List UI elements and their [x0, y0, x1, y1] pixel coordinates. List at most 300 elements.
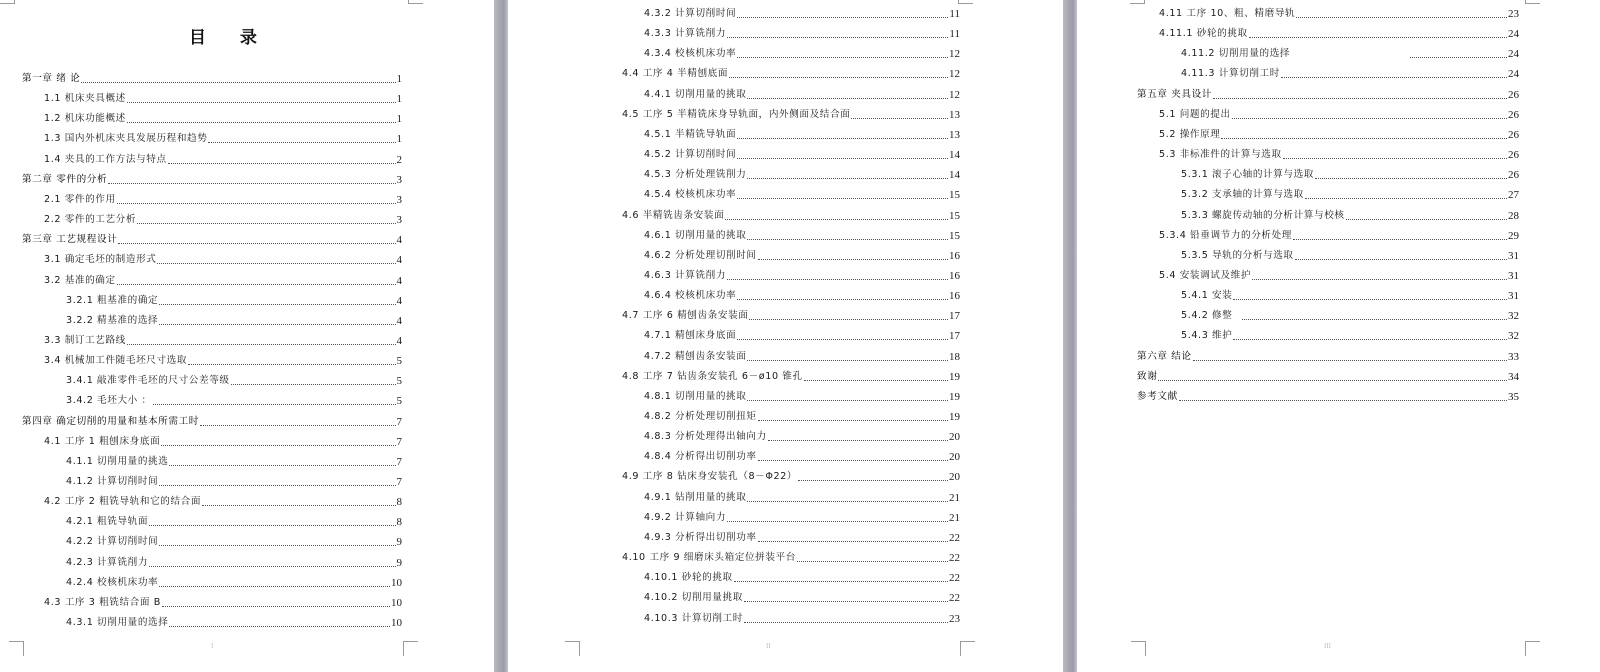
crop-mark-bottom-right	[960, 641, 975, 656]
toc-entry-label: 第二章 零件的分析	[22, 173, 108, 185]
toc-entry-page-number: 22	[949, 592, 960, 605]
toc-entry-label: 3.4.2 毛坯大小 ：	[66, 395, 152, 407]
toc-entry[interactable]	[644, 248, 960, 264]
toc-entry-label: 4.3.4 校核机床功率	[644, 48, 737, 60]
toc-leader-dots	[744, 601, 948, 602]
toc-leader-dots	[202, 505, 395, 506]
toc-entry[interactable]	[44, 595, 402, 611]
toc-entry[interactable]	[622, 66, 960, 82]
toc-entry[interactable]	[44, 91, 402, 107]
toc-entry-page-number: 12	[949, 48, 960, 61]
toc-leader-dots	[1410, 57, 1507, 58]
toc-leader-dots	[749, 319, 948, 320]
toc-leader-dots	[1305, 198, 1507, 199]
toc-leader-dots	[1232, 118, 1507, 119]
crop-mark-bottom-left	[1131, 641, 1146, 656]
toc-entry-label: 2.1 零件的作用	[44, 193, 116, 205]
toc-entry-label: 3.2.1 粗基准的确定	[66, 294, 159, 306]
toc-entry-label: 3.2.2 精基准的选择	[66, 314, 159, 326]
toc-entry[interactable]	[644, 611, 960, 627]
toc-entry-page-number: 1	[396, 113, 402, 126]
toc-entry-page-number: 26	[1508, 88, 1519, 101]
toc-leader-dots	[1315, 178, 1507, 179]
toc-entry-page-number: 19	[949, 390, 960, 403]
toc-entry[interactable]	[644, 147, 960, 163]
toc-entry[interactable]	[66, 534, 402, 550]
toc-entry-label: 4.1 工序 1 粗刨床身底面	[44, 435, 161, 447]
toc-entry-label: 4.11 工序 10、粗、精磨导轨	[1159, 8, 1296, 19]
toc-entry-page-number: 21	[949, 491, 960, 504]
page-1	[0, 0, 494, 672]
toc-entry[interactable]	[644, 449, 960, 465]
toc-entry-label: 1.3 国内外机床夹具发展历程和趋势	[44, 133, 208, 145]
toc-entry-label: 4.6 半精铣齿条安装面	[622, 209, 725, 221]
toc-entry-label: 4.8.1 切削用量的挑取	[644, 390, 747, 402]
toc-entry-label: 第一章 绪 论	[22, 73, 81, 84]
toc-leader-dots	[747, 400, 948, 401]
toc-leader-dots	[1293, 239, 1507, 240]
toc-leader-dots	[149, 566, 395, 567]
toc-entry-page-number: 4	[396, 294, 402, 307]
toc-title: 目 录	[189, 28, 271, 48]
toc-leader-dots	[758, 460, 948, 461]
toc-entry-page-number: 27	[1508, 189, 1519, 202]
toc-entry[interactable]	[622, 208, 960, 224]
toc-entry-label: 4.10.3 计算切削工时	[644, 612, 743, 624]
page-footer-number: III	[1324, 642, 1331, 650]
toc-leader-dots	[208, 142, 395, 143]
toc-entry-label: 4.9.3 分析得出切削功率	[644, 531, 757, 543]
toc-leader-dots	[737, 138, 948, 139]
toc-entry[interactable]	[66, 615, 402, 631]
toc-entry-page-number: 11	[949, 28, 960, 41]
toc-entry[interactable]	[44, 494, 402, 510]
toc-entry-label: 4.5.2 计算切削时间	[644, 149, 737, 161]
toc-entry-page-number: 26	[1508, 128, 1519, 141]
toc-entry-page-number: 24	[1508, 48, 1519, 61]
toc-entry-label: 4.8.3 分析处理得出轴向力	[644, 431, 767, 443]
toc-entry-label: 4.2 工序 2 粗铣导轨和它的结合面	[44, 496, 202, 508]
crop-mark-top-left	[0, 0, 15, 4]
toc-leader-dots	[737, 158, 948, 159]
toc-leader-dots	[1283, 158, 1507, 159]
toc-entry-label: 致谢	[1137, 370, 1158, 382]
toc-leader-dots	[159, 586, 390, 587]
toc-entry-label: 5.3.2 支承轴的计算与选取	[1181, 189, 1304, 201]
toc-leader-dots	[797, 561, 948, 562]
toc-entry[interactable]	[66, 575, 402, 591]
toc-leader-dots	[737, 57, 948, 58]
toc-entry[interactable]	[1181, 187, 1519, 203]
toc-entry-label: 3.3 制订工艺路线	[44, 334, 126, 346]
toc-entry-label: 4.5.4 校核机床功率	[644, 189, 737, 201]
toc-entry[interactable]	[22, 71, 402, 87]
toc-entry[interactable]	[644, 490, 960, 506]
toc-leader-dots	[1281, 77, 1507, 78]
toc-entry[interactable]	[644, 26, 960, 42]
toc-entry-label: 4.7.1 精刨床身底面	[644, 330, 737, 342]
toc-entry[interactable]	[1137, 349, 1519, 365]
toc-entry-page-number: 23	[949, 612, 960, 625]
toc-entry[interactable]	[22, 172, 402, 188]
toc-entry-page-number: 26	[1508, 108, 1519, 121]
toc-entry-label: 4.1.2 计算切削时间	[66, 476, 159, 487]
toc-leader-dots	[127, 344, 396, 345]
toc-leader-dots	[188, 364, 395, 365]
toc-entry-page-number: 12	[949, 88, 960, 101]
toc-leader-dots	[127, 102, 396, 103]
page-3	[1077, 0, 1600, 672]
toc-entry[interactable]	[44, 111, 402, 127]
toc-leader-dots	[117, 203, 396, 204]
page-separator	[1063, 0, 1077, 672]
toc-entry-page-number: 24	[1508, 28, 1519, 41]
toc-entry-page-number: 33	[1508, 350, 1519, 363]
toc-leader-dots	[159, 304, 395, 305]
toc-leader-dots	[747, 360, 948, 361]
toc-entry[interactable]	[1137, 369, 1519, 385]
toc-leader-dots	[747, 239, 948, 240]
toc-entry-page-number: 11	[949, 8, 960, 20]
toc-entry[interactable]	[644, 187, 960, 203]
toc-entry[interactable]	[44, 131, 402, 147]
toc-entry-label: 4.6.2 分析处理切削时间	[644, 249, 757, 261]
toc-entry-label: 3.4.1 敲准零件毛坯的尺寸公差等级	[66, 375, 230, 387]
toc-entry-page-number: 17	[949, 310, 960, 323]
crop-mark-bottom-left	[9, 641, 24, 656]
toc-entry-page-number: 10	[391, 576, 402, 589]
toc-entry[interactable]	[644, 570, 960, 586]
toc-entry-label: 5.2 操作原理	[1159, 128, 1221, 140]
toc-entry-label: 4.3.3 计算铣削力	[644, 28, 727, 40]
crop-mark-bottom-right	[1525, 641, 1540, 656]
toc-entry[interactable]	[644, 328, 960, 344]
toc-entry-label: 5.4.2 修整	[1181, 310, 1233, 322]
toc-leader-dots	[1233, 339, 1507, 340]
toc-entry[interactable]	[66, 393, 402, 409]
toc-entry-page-number: 23	[1508, 8, 1519, 20]
toc-entry[interactable]	[622, 107, 960, 123]
toc-entry-page-number: 22	[949, 572, 960, 585]
toc-entry[interactable]	[644, 268, 960, 284]
toc-entry-label: 4.11.3 计算切削工时	[1181, 68, 1280, 80]
toc-leader-dots	[727, 279, 948, 280]
toc-entry[interactable]	[1159, 147, 1519, 163]
toc-entry[interactable]	[1159, 127, 1519, 143]
toc-entry-page-number: 28	[1508, 209, 1519, 222]
crop-mark-bottom-left	[565, 641, 580, 656]
toc-entry-page-number: 15	[949, 189, 960, 202]
toc-entry-label: 4.10.1 砂轮的挑取	[644, 572, 733, 584]
toc-entry-page-number: 10	[391, 617, 402, 630]
toc-entry[interactable]	[644, 87, 960, 103]
toc-leader-dots	[118, 243, 395, 244]
toc-leader-dots	[1242, 319, 1507, 320]
toc-entry-page-number: 3	[396, 173, 402, 186]
toc-entry-label: 4.9.2 计算轴向力	[644, 511, 727, 523]
toc-entry-page-number: 5	[396, 395, 402, 408]
toc-leader-dots	[1295, 259, 1507, 260]
toc-entry[interactable]	[22, 414, 402, 430]
toc-entry[interactable]	[1159, 6, 1519, 22]
toc-entry[interactable]	[44, 252, 402, 268]
toc-entry[interactable]	[1159, 268, 1519, 284]
toc-entry-label: 4.9.1 钻削用量的挑取	[644, 491, 747, 503]
toc-leader-dots	[169, 465, 395, 466]
toc-entry[interactable]	[644, 6, 960, 22]
toc-leader-dots	[1193, 360, 1507, 361]
toc-leader-dots	[737, 17, 948, 18]
toc-entry-page-number: 7	[396, 435, 402, 448]
toc-entry-page-number: 29	[1508, 229, 1519, 242]
toc-entry[interactable]	[622, 308, 960, 324]
page-footer-number: II	[766, 642, 771, 650]
toc-entry-page-number: 9	[396, 536, 402, 549]
toc-entry-page-number: 4	[396, 254, 402, 267]
toc-entry-label: 4.4.1 切削用量的挑取	[644, 88, 747, 100]
toc-entry[interactable]	[1181, 46, 1519, 62]
toc-entry-page-number: 17	[949, 330, 960, 343]
toc-entry-label: 4.3.1 切削用量的选择	[66, 617, 169, 629]
toc-leader-dots	[149, 525, 395, 526]
toc-leader-dots	[157, 263, 395, 264]
toc-entry-page-number: 19	[949, 370, 960, 383]
toc-entry-label: 3.4 机械加工件随毛坯尺寸选取	[44, 355, 188, 367]
toc-entry[interactable]	[44, 212, 402, 228]
toc-entry-page-number: 4	[396, 334, 402, 347]
toc-entry[interactable]	[644, 288, 960, 304]
toc-entry[interactable]	[622, 369, 960, 385]
toc-entry-page-number: 1	[396, 133, 402, 146]
toc-entry-page-number: 35	[1508, 390, 1519, 403]
toc-leader-dots	[758, 259, 948, 260]
toc-leader-dots	[1296, 17, 1507, 18]
toc-entry-label: 5.1 问题的提出	[1159, 108, 1231, 120]
toc-leader-dots	[81, 82, 395, 83]
toc-leader-dots	[1346, 219, 1507, 220]
toc-entry-page-number: 16	[949, 269, 960, 282]
toc-entry-label: 4.8 工序 7 钻齿条安装孔 6－ø10 锥孔	[622, 370, 803, 382]
toc-entry[interactable]	[44, 192, 402, 208]
toc-entry-label: 4.7 工序 6 精刨齿条安装面	[622, 310, 749, 322]
toc-entry[interactable]	[1159, 26, 1519, 42]
toc-entry-page-number: 24	[1508, 68, 1519, 81]
toc-entry-label: 4.1.1 切削用量的挑选	[66, 455, 169, 467]
toc-entry-page-number: 31	[1508, 290, 1519, 303]
toc-entry-page-number: 32	[1508, 330, 1519, 343]
crop-mark-bottom-right	[403, 641, 418, 656]
toc-leader-dots	[117, 284, 396, 285]
toc-leader-dots	[727, 521, 948, 522]
toc-entry[interactable]	[1137, 87, 1519, 103]
toc-leader-dots	[127, 122, 396, 123]
toc-entry[interactable]	[1181, 328, 1519, 344]
toc-entry-page-number: 15	[949, 209, 960, 222]
toc-leader-dots	[747, 501, 948, 502]
toc-entry-page-number: 3	[396, 214, 402, 227]
toc-entry[interactable]	[622, 469, 960, 485]
toc-entry[interactable]	[644, 127, 960, 143]
toc-entry-page-number: 2	[396, 153, 402, 166]
toc-entry[interactable]	[644, 167, 960, 183]
toc-entry-page-number: 20	[949, 431, 960, 444]
toc-entry-page-number: 26	[1508, 169, 1519, 182]
toc-entry[interactable]	[44, 353, 402, 369]
toc-entry-page-number: 8	[396, 496, 402, 509]
toc-entry-label: 5.3.1 滚子心轴的计算与选取	[1181, 169, 1314, 181]
toc-leader-dots	[725, 219, 948, 220]
toc-entry-page-number: 1	[396, 73, 402, 85]
toc-entry-page-number: 20	[949, 471, 960, 484]
page-separator	[494, 0, 508, 672]
toc-leader-dots	[758, 541, 948, 542]
toc-entry[interactable]	[44, 273, 402, 289]
toc-entry-page-number: 7	[396, 415, 402, 428]
toc-entry-page-number: 4	[396, 274, 402, 287]
toc-entry[interactable]	[1181, 248, 1519, 264]
toc-entry-page-number: 14	[949, 169, 960, 182]
toc-entry-label: 第五章 夹具设计	[1137, 88, 1213, 100]
toc-leader-dots	[851, 118, 948, 119]
toc-leader-dots	[108, 183, 395, 184]
toc-entry-label: 1.4 夹具的工作方法与特点	[44, 153, 167, 165]
toc-entry-label: 5.4.1 安装	[1181, 290, 1233, 302]
toc-entry-label: 2.2 零件的工艺分析	[44, 214, 137, 226]
toc-leader-dots	[758, 420, 948, 421]
toc-entry-label: 4.5.3 分析处理铣削力	[644, 169, 747, 181]
toc-entry-label: 4.11.1 砂轮的挑取	[1159, 28, 1248, 40]
toc-entry-page-number: 7	[396, 455, 402, 468]
toc-entry-label: 5.4.3 维护	[1181, 330, 1233, 342]
toc-entry[interactable]	[644, 46, 960, 62]
toc-entry[interactable]	[644, 429, 960, 445]
toc-entry[interactable]	[66, 313, 402, 329]
toc-entry-page-number: 22	[949, 531, 960, 544]
toc-entry[interactable]	[1181, 66, 1519, 82]
toc-entry-page-number: 26	[1508, 149, 1519, 162]
toc-entry[interactable]	[644, 389, 960, 405]
toc-entry-page-number: 16	[949, 290, 960, 303]
toc-entry-label: 参考文献	[1137, 390, 1178, 402]
toc-entry-label: 4.10.2 切削用量挑取	[644, 592, 743, 604]
toc-leader-dots	[734, 581, 948, 582]
toc-entry-page-number: 21	[949, 511, 960, 524]
toc-leader-dots	[737, 198, 948, 199]
toc-entry[interactable]	[644, 349, 960, 365]
crop-mark-top-right	[1525, 0, 1540, 4]
toc-entry[interactable]	[1181, 288, 1519, 304]
toc-entry[interactable]	[644, 228, 960, 244]
toc-leader-dots	[744, 622, 948, 623]
toc-entry-page-number: 19	[949, 411, 960, 423]
toc-leader-dots	[137, 223, 395, 224]
toc-entry-label: 1.2 机床功能概述	[44, 113, 126, 125]
toc-entry-label: 3.1 确定毛坯的制造形式	[44, 254, 157, 266]
toc-leader-dots	[1213, 98, 1507, 99]
toc-leader-dots	[231, 384, 396, 385]
page-2	[508, 0, 1063, 672]
toc-entry-page-number: 15	[949, 229, 960, 242]
toc-entry[interactable]	[66, 514, 402, 530]
toc-entry[interactable]	[644, 590, 960, 606]
toc-entry-page-number: 12	[949, 68, 960, 81]
toc-entry-label: 5.3.3 螺旋传动轴的分析计算与校核	[1181, 209, 1345, 221]
toc-entry-label: 5.3 非标准件的计算与选取	[1159, 149, 1282, 161]
toc-leader-dots	[747, 98, 948, 99]
toc-entry[interactable]	[1137, 389, 1519, 405]
toc-entry[interactable]	[44, 333, 402, 349]
toc-leader-dots	[200, 425, 396, 426]
toc-entry-label: 第四章 确定切削的用量和基本所需工时	[22, 415, 199, 427]
toc-entry-label: 4.10 工序 9 细磨床头箱定位拼装平台	[622, 552, 796, 564]
toc-entry-label: 1.1 机床夹具概述	[44, 93, 126, 105]
toc-entry-page-number: 31	[1508, 269, 1519, 282]
toc-leader-dots	[159, 324, 395, 325]
toc-entry-label: 5.3.5 导轨的分析与选取	[1181, 249, 1294, 261]
toc-entry-label: 4.5 工序 5 半精铣床身导轨面，内外侧面及结合面	[622, 108, 851, 120]
toc-entry-label: 4.7.2 精刨齿条安装面	[644, 350, 747, 362]
toc-entry-label: 4.8.4 分析得出切削功率	[644, 451, 757, 463]
toc-entry-label: 4.6.4 校核机床功率	[644, 290, 737, 302]
toc-entry[interactable]	[1159, 107, 1519, 123]
toc-entry-label: 4.2.2 计算切削时间	[66, 536, 159, 548]
toc-entry[interactable]	[44, 434, 402, 450]
toc-entry-page-number: 8	[396, 516, 402, 529]
toc-entry[interactable]	[644, 409, 960, 425]
toc-entry[interactable]	[644, 510, 960, 526]
toc-leader-dots	[804, 380, 948, 381]
toc-entry-label: 4.2.3 计算铣削力	[66, 556, 149, 568]
toc-entry-label: 4.4 工序 4 半精刨底面	[622, 68, 729, 80]
toc-entry[interactable]	[66, 454, 402, 470]
toc-leader-dots	[168, 163, 396, 164]
toc-leader-dots	[159, 485, 395, 486]
toc-entry[interactable]	[44, 152, 402, 168]
toc-entry[interactable]	[66, 293, 402, 309]
toc-leader-dots	[1158, 380, 1507, 381]
toc-leader-dots	[768, 440, 948, 441]
toc-leader-dots	[162, 606, 390, 607]
toc-entry[interactable]	[644, 530, 960, 546]
toc-entry-label: 4.3.2 计算切削时间	[644, 8, 737, 19]
crop-mark-top-right	[958, 0, 973, 4]
toc-entry[interactable]	[1181, 308, 1519, 324]
toc-leader-dots	[747, 178, 948, 179]
toc-entry[interactable]	[66, 474, 402, 490]
toc-entry-page-number: 7	[396, 476, 402, 488]
toc-entry[interactable]	[1181, 208, 1519, 224]
toc-leader-dots	[153, 404, 396, 405]
toc-leader-dots	[727, 37, 948, 38]
toc-leader-dots	[1249, 37, 1507, 38]
toc-entry[interactable]	[66, 373, 402, 389]
toc-entry[interactable]	[66, 555, 402, 571]
toc-entry-page-number: 13	[949, 128, 960, 141]
toc-entry-label: 第三章 工艺规程设计	[22, 234, 118, 246]
toc-entry[interactable]	[22, 232, 402, 248]
toc-entry[interactable]	[1181, 167, 1519, 183]
toc-leader-dots	[169, 626, 390, 627]
toc-entry[interactable]	[1159, 228, 1519, 244]
toc-leader-dots	[737, 339, 948, 340]
toc-entry-label: 4.11.2 切削用量的选择	[1181, 48, 1291, 60]
toc-entry-page-number: 5	[396, 375, 402, 388]
toc-entry[interactable]	[622, 550, 960, 566]
toc-entry-page-number: 34	[1508, 370, 1519, 383]
crop-mark-top-left	[1130, 0, 1145, 4]
toc-entry-page-number: 32	[1508, 310, 1519, 323]
toc-entry-label: 4.6.1 切削用量的挑取	[644, 229, 747, 241]
